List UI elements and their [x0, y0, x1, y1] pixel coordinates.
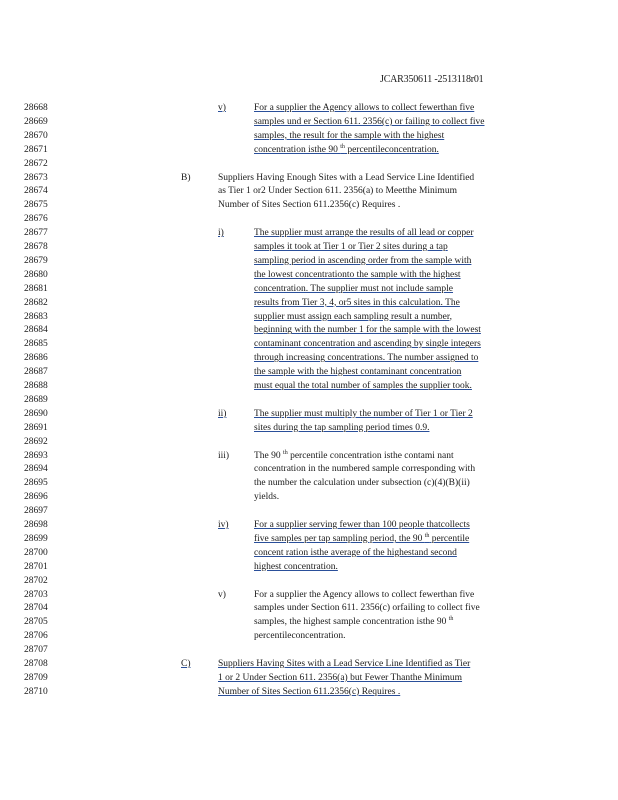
line-number: 28703	[24, 589, 48, 600]
text-line: The supplier must arrange the results of all lead or copper	[254, 228, 474, 239]
line-number: 28692	[24, 436, 48, 447]
text-line: samples it took at Tier 1 or Tier 2 sites during a tap	[254, 242, 448, 252]
subsection-label: C)	[181, 659, 191, 669]
line-number: 28698	[24, 520, 48, 530]
line-number: 28679	[24, 255, 48, 266]
line-number: 28682	[24, 297, 48, 308]
text-line: contaminant concentration and ascending by single integers	[254, 339, 481, 350]
line-number: 28668	[24, 103, 48, 113]
line-number: 28695	[24, 478, 48, 489]
line-number: 28710	[24, 686, 48, 697]
text-line: The supplier must multiply the number of Tier 1 or Tier 2	[254, 408, 473, 419]
line-number: 28678	[24, 242, 48, 252]
text-line: Suppliers Having Sites with a Lead Service Line Identified as Tier	[218, 659, 471, 669]
subsection-label: iv)	[218, 520, 229, 530]
text-line: five samples per tap sampling period, the 90 $^{th}$ percentile	[254, 532, 470, 544]
line-number: 28685	[24, 339, 48, 350]
text-line: the lowest concentrationto the sample with the highest	[254, 269, 461, 280]
text-line: For a supplier serving fewer than 100 people thatcollects	[254, 520, 470, 530]
line-number: 28709	[24, 672, 48, 683]
line-number: 28694	[24, 464, 48, 475]
line-number: 28669	[24, 116, 48, 127]
text-line: the sample with the highest contaminant concentration	[254, 367, 462, 378]
text-line: percentileconcentration.	[254, 631, 346, 642]
text-line: yields.	[254, 492, 280, 503]
line-number: 28699	[24, 533, 48, 544]
subsection-label: i)	[218, 228, 224, 239]
subsection-label: iii)	[218, 450, 230, 461]
text-line: the number the calculation under subsection (c)(4)(B)(ii)	[254, 478, 470, 489]
line-number: 28680	[24, 269, 48, 280]
line-number: 28690	[24, 408, 48, 419]
line-number: 28684	[24, 325, 48, 336]
line-number: 28677	[24, 228, 48, 239]
text-line: concentration in the numbered sample corresponding with	[254, 464, 476, 475]
line-number: 28675	[24, 200, 48, 211]
subsection-label: v)	[218, 589, 226, 600]
subsection-label: B)	[181, 172, 191, 183]
text-line: concent ration isthe average of the highestand second	[254, 547, 457, 558]
line-number: 28683	[24, 311, 48, 322]
text-line: concentration isthe 90 $^{th}$ percentileconcentration.	[254, 143, 439, 155]
line-number: 28686	[24, 353, 48, 364]
line-number: 28670	[24, 130, 48, 141]
text-line: Suppliers Having Enough Sites with a Lead Service Line Identified	[218, 172, 475, 183]
text-line: sites during the tap sampling period times 0.9.	[254, 422, 430, 433]
line-number: 28704	[24, 603, 48, 614]
text-line: The 90 $^{th}$ percentile concentration isthe contami nant	[254, 449, 454, 461]
subsection-label: v)	[218, 103, 226, 113]
text-line: results from Tier 3, 4, or5 sites in this calculation. The	[254, 297, 460, 308]
line-number: 28689	[24, 394, 48, 405]
line-number: 28676	[24, 214, 48, 225]
line-number: 28705	[24, 617, 48, 628]
line-number: 28701	[24, 561, 48, 572]
text-line: as Tier 1 or2 Under Section 611. 2356(a) to Meetthe Minimum	[218, 186, 457, 197]
text-line: For a supplier the Agency allows to collect fewerthan five	[254, 103, 475, 113]
text-line: highest concentration.	[254, 561, 338, 572]
line-number: 28693	[24, 450, 48, 461]
line-number: 28672	[24, 158, 48, 169]
line-number: 28688	[24, 381, 48, 391]
text-line: Number of Sites Section 611.2356(c) Requires .	[218, 200, 401, 211]
text-line: beginning with the number 1 for the sample with the lowest	[254, 325, 481, 336]
line-number: 28673	[24, 172, 48, 183]
line-number: 28707	[24, 645, 48, 656]
text-line: 1 or 2 Under Section 611. 2356(a) but Fewer Thanthe Minimum	[218, 672, 463, 683]
text-line: samples und er Section 611. 2356(c) or failing to collect five	[254, 116, 485, 127]
line-number: 28681	[24, 283, 48, 294]
text-line: sampling period in ascending order from the sample with	[254, 255, 472, 266]
text-line: concentration. The supplier must not include sample	[254, 283, 454, 294]
text-line: Number of Sites Section 611.2356(c) Requires .	[218, 686, 401, 697]
document-header: JCAR350611 -2513118r01	[380, 74, 484, 85]
text-line: supplier must assign each sampling result a number,	[254, 311, 453, 322]
text-line: samples, the result for the sample with the highest	[254, 130, 445, 141]
line-number: 28671	[24, 144, 48, 155]
text-line: through increasing concentrations. The number assigned to	[254, 353, 479, 364]
text-line: samples, the highest sample concentration isthe 90 $^{th}$	[254, 616, 454, 628]
line-number: 28708	[24, 659, 48, 669]
text-line: For a supplier the Agency allows to collect fewerthan five	[254, 589, 475, 600]
line-number: 28674	[24, 186, 48, 197]
subsection-label: ii)	[218, 408, 227, 419]
line-number: 28700	[24, 547, 48, 558]
line-number: 28691	[24, 422, 48, 433]
line-number: 28687	[24, 367, 48, 378]
line-number: 28696	[24, 492, 48, 503]
text-line: must equal the total number of samples the supplier took.	[254, 381, 472, 391]
line-number: 28697	[24, 506, 48, 517]
text-line: samples under Section 611. 2356(c) orfailing to collect five	[254, 603, 480, 614]
line-number: 28702	[24, 575, 48, 586]
line-number: 28706	[24, 631, 48, 642]
